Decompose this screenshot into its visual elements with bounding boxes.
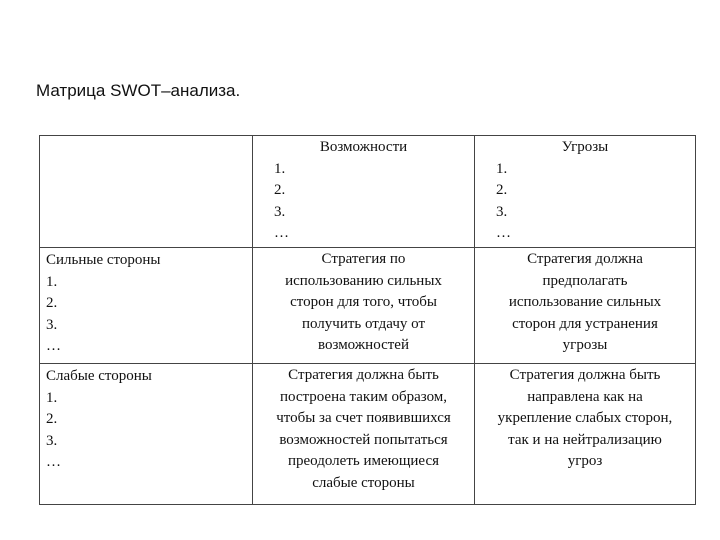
strategy-line: возможностей: [318, 337, 409, 354]
opportunities-header-cell: [253, 136, 475, 248]
strategy-line: сторон для устранения: [512, 315, 658, 332]
list-item: …: [46, 454, 61, 471]
weaknesses-label: Слабые стороны: [46, 368, 152, 384]
strategy-line: угрозы: [562, 337, 608, 354]
strengths-label: Сильные стороны: [46, 252, 161, 268]
st-strategy-cell: [475, 248, 696, 364]
strategy-line: Стратегия должна быть: [288, 367, 439, 383]
list-item: 1.: [496, 160, 508, 177]
opportunities-list: [255, 159, 472, 245]
list-item: 2.: [46, 411, 58, 428]
list-item: 3.: [46, 316, 58, 333]
strategy-line: укрепление слабых сторон,: [497, 410, 673, 427]
threats-label: Угрозы: [561, 139, 609, 155]
strategy-line: Стратегия должна: [527, 251, 643, 267]
strengths-cell: [40, 248, 253, 364]
list-item: 2.: [496, 182, 508, 199]
strategy-line: использованию сильных: [285, 272, 442, 289]
strategy-line: сторон для того, чтобы: [290, 294, 437, 311]
threats-list: [477, 159, 693, 245]
strategy-line: чтобы за счет появившихся: [276, 410, 451, 427]
threats-header-cell: [475, 136, 696, 248]
list-item: 1.: [46, 389, 58, 406]
list-item: …: [274, 225, 289, 242]
strategy-line: направлена как на: [527, 388, 643, 405]
list-item: 3.: [46, 432, 58, 449]
swot-matrix: [39, 135, 696, 505]
strategy-line: получить отдачу от: [301, 315, 426, 332]
strategy-line: преодолеть имеющиеся: [287, 453, 440, 470]
header-row: [40, 136, 696, 248]
strategy-line: Стратегия должна быть: [509, 367, 661, 383]
list-item: 2.: [46, 295, 58, 312]
list-item: 1.: [46, 273, 58, 290]
list-item: 3.: [496, 203, 508, 220]
empty-corner-cell: [40, 136, 253, 248]
list-item: …: [46, 338, 61, 355]
weaknesses-row: [40, 364, 696, 505]
so-strategy-cell: [253, 248, 475, 364]
slide-title: Матрица SWOT–анализа.: [36, 81, 241, 100]
wo-strategy-cell: [253, 364, 475, 505]
weaknesses-cell: [40, 364, 253, 505]
strategy-line: слабые стороны: [312, 474, 415, 491]
strategy-line: так и на нейтрализацию: [508, 431, 662, 448]
strategy-line: возможностей попытаться: [279, 431, 448, 448]
list-item: 1.: [274, 160, 286, 177]
strengths-row: [40, 248, 696, 364]
opportunities-label: Возможности: [319, 139, 408, 155]
list-item: …: [496, 225, 511, 242]
list-item: 2.: [274, 182, 286, 199]
strategy-line: угроз: [567, 453, 603, 470]
list-item: 3.: [274, 203, 286, 220]
strategy-line: использование сильных: [508, 294, 662, 311]
strategy-line: построена таким образом,: [279, 388, 448, 405]
strategy-line: Стратегия по: [321, 251, 406, 267]
strategy-line: предполагать: [542, 272, 628, 289]
wt-strategy-cell: [475, 364, 696, 505]
